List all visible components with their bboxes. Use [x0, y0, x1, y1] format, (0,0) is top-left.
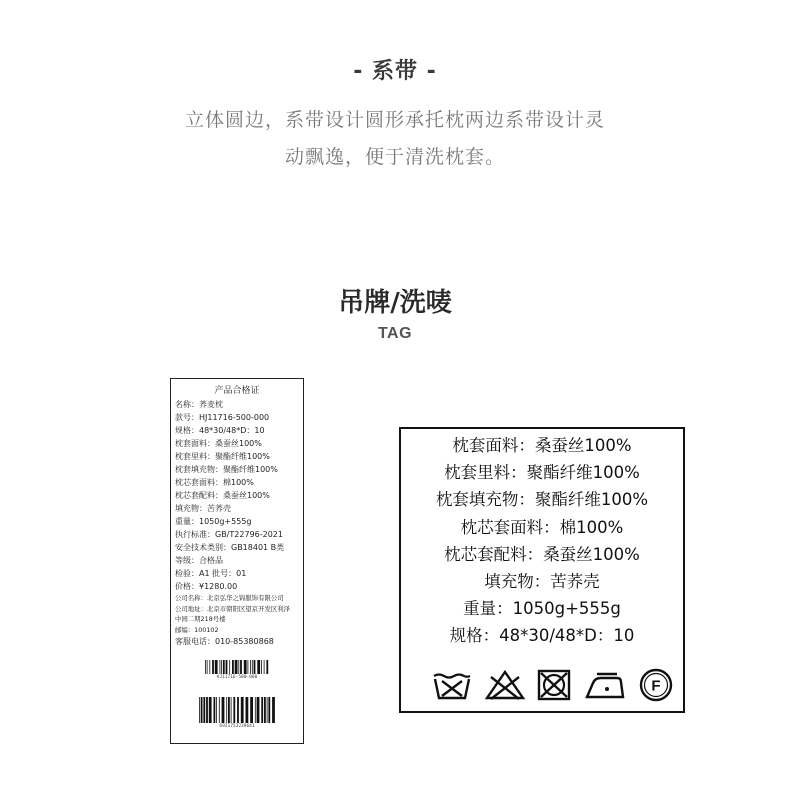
barcode-bar [226, 660, 228, 674]
care-row: 枕芯套面料：棉100% [460, 517, 624, 537]
barcode-caption: 6921753239641 [219, 724, 255, 729]
barcode-bar [250, 660, 251, 674]
barcode-bar [222, 697, 225, 723]
barcode-bar [223, 660, 225, 674]
barcode-bar [229, 660, 230, 674]
care-row: 枕套里料：聚酯纤维100% [444, 463, 640, 483]
barcode-bar [252, 660, 253, 674]
description-line-1: 立体圆边，系带设计圆形承托枕两边系带设计灵 [184, 109, 605, 131]
hand-wash-icon [431, 669, 473, 701]
barcode-bar [255, 697, 256, 723]
barcode-bar [205, 660, 206, 674]
section-title: - 系带 - [353, 59, 437, 84]
barcode-bar [199, 697, 200, 723]
do-not-tumble-dry-icon [536, 669, 572, 701]
barcode-bar [244, 660, 247, 674]
certificate-row: 枕套面料：桑蚕丝100% [175, 439, 262, 448]
barcode-bar [250, 697, 253, 723]
barcode-bar [266, 660, 268, 674]
barcode-bar [257, 697, 260, 723]
certificate-row: 名称：荞麦枕 [175, 400, 223, 409]
barcode-bar [235, 660, 238, 674]
barcode-bar [246, 697, 249, 723]
barcode-ean [171, 697, 303, 729]
barcode-bar [240, 660, 242, 674]
barcode-bar [201, 697, 203, 723]
certificate-row: 重量：1050g+555g [175, 517, 252, 526]
certificate-row: 检验：A1 批号：01 [175, 569, 247, 578]
barcode-bar [268, 697, 270, 723]
barcode-icon [204, 660, 270, 674]
certificate-row: 等级：合格品 [175, 556, 223, 565]
barcode-bar [216, 697, 217, 723]
barcode-bar [209, 660, 210, 674]
barcode-style-number [171, 660, 303, 680]
care-row: 重量：1050g+555g [463, 599, 621, 619]
barcode-bar [261, 660, 262, 674]
description-line-2: 动飘逸，便于清洗枕套。 [284, 146, 505, 168]
low-iron-icon [583, 669, 627, 701]
barcode-bar [241, 697, 244, 723]
barcode-bar [209, 697, 212, 723]
barcode-bar [261, 697, 263, 723]
certificate-row-small: 公司名称：北京弘华之锦服饰有限公司 [175, 594, 284, 602]
certificate-row: 枕套里料：聚酯纤维100% [175, 452, 270, 461]
care-row: 枕芯套配料：桑蚕丝100% [444, 544, 640, 564]
barcode-bar [233, 697, 235, 723]
barcode-bar [226, 697, 227, 723]
certificate-service-row: 客服电话：010-85380868 [175, 637, 274, 646]
certificate-row: 安全技术类别：GB18401 B类 [175, 543, 285, 552]
barcode-bar [238, 660, 239, 674]
certificate-row-small: 公司地址：北京市朝阳区望京开发区利泽 [175, 604, 291, 613]
care-symbols [431, 667, 675, 703]
care-row: 枕套填充物：聚酯纤维100% [435, 490, 649, 510]
barcode-icon [198, 697, 276, 723]
certificate-row: 款号：HJ11716-500-000 [175, 413, 270, 422]
barcode-bar [264, 660, 265, 674]
barcode-bar [207, 660, 208, 674]
barcode-bar [219, 697, 220, 723]
barcode-bar [206, 697, 208, 723]
tag-section-title: 吊牌/洗唛 [338, 288, 452, 318]
certificate-row: 枕芯套面料：棉100% [175, 478, 254, 487]
certificate-row-small: 邮编：100102 [175, 625, 219, 634]
barcode-bar [257, 660, 260, 674]
barcode-bar [232, 660, 234, 674]
care-row: 填充物：苦荞壳 [484, 572, 600, 592]
barcode-bar [254, 660, 256, 674]
barcode-caption: HJ11716-500-000 [216, 675, 258, 680]
dry-clean-f-icon [637, 667, 675, 703]
certificate-row: 价格：¥1280.00 [175, 582, 238, 591]
section-description [105, 102, 685, 176]
barcode-bar [228, 697, 230, 723]
barcode-bar [214, 697, 216, 723]
barcode-bar [220, 660, 221, 674]
certificate-row: 枕芯套配料：桑蚕丝100% [175, 491, 270, 500]
dry-clean-letter: F [651, 677, 661, 695]
certificate-row: 执行标准：GB/T22796-2021 [175, 530, 283, 539]
barcode-bar [267, 697, 268, 723]
tag-section-subtitle: TAG [377, 325, 413, 342]
certificate-row-small: 中园二期218号楼 [175, 615, 226, 623]
barcode-bar [264, 697, 266, 723]
certificate-row: 枕套填充物：聚酯纤维100% [175, 465, 278, 474]
barcode-bar [203, 697, 205, 723]
barcode-bar [237, 697, 239, 723]
barcode-bar [272, 697, 275, 723]
certificate-row: 填充物：苦荞壳 [175, 504, 231, 513]
care-label-rows [401, 432, 683, 650]
care-row: 规格：48*30/48*D：10 [449, 626, 635, 646]
barcode-bar [221, 660, 222, 674]
care-row: 枕套面料：桑蚕丝100% [452, 436, 632, 455]
product-certificate-tag [170, 378, 304, 744]
barcode-bar [215, 660, 218, 674]
certificate-title: 产品合格证 [214, 386, 260, 396]
barcode-bar [248, 660, 249, 674]
wash-care-label [399, 427, 685, 713]
barcode-bar [231, 697, 232, 723]
barcode-bar [212, 660, 214, 674]
certificate-rows [175, 398, 301, 648]
do-not-bleach-icon [484, 669, 526, 701]
certificate-row: 规格：48*30/48*D：10 [175, 426, 265, 435]
